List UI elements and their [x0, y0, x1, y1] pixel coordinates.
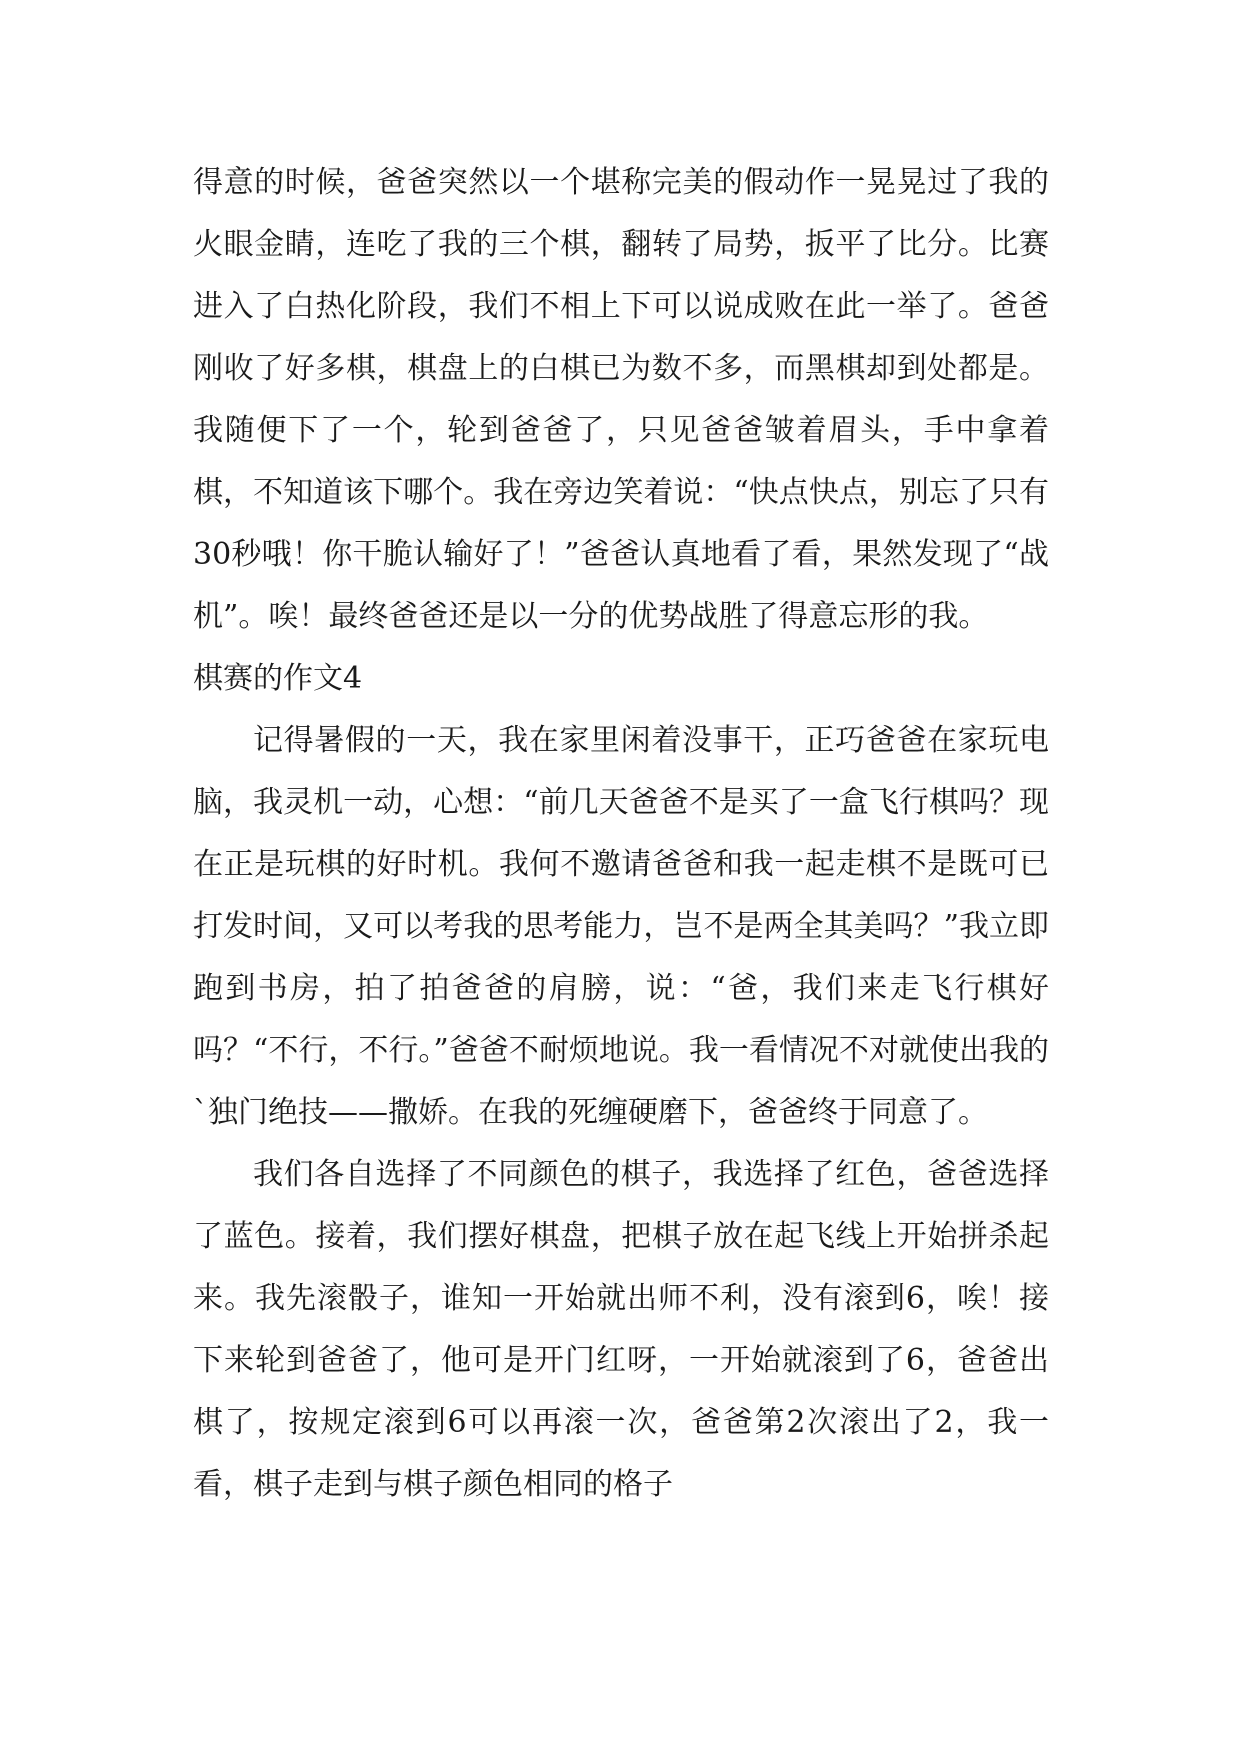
- document-page: [193, 152, 1049, 1516]
- paragraph: 我们各自选择了不同颜色的棋子，我选择了红色，爸爸选择了蓝色。接着，我们摆好棋盘，把棋子放在起飞线上开始拼杀起来。我先滚骰子，谁知一开始就出师不利，没有滚到6，唉！接下来轮到爸爸了，他可是开门红呀，一开始就滚到了6，爸爸出棋了，按规定滚到6可以再滚一次，爸爸第2次滚出了2，我一看，棋子走到与棋子颜色相同的格子: [193, 1157, 1049, 1502]
- section-title: 棋赛的作文4: [193, 661, 363, 696]
- paragraph: 记得暑假的一天，我在家里闲着没事干，正巧爸爸在家玩电脑，我灵机一动，心想：“前几天爸爸不是买了一盒飞行棋吗？现在正是玩棋的好时机。我何不邀请爸爸和我一起走棋不是既可已打发时间，又可以考我的思考能力，岂不是两全其美吗？”我立即跑到书房，拍了拍爸爸的肩膀，说：“爸，我们来走飞行棋好吗？“不行，不行。”爸爸不耐烦地说。我一看情况不对就使出我的`独门绝技——撒娇。在我的死缠硬磨下，爸爸终于同意了。: [193, 723, 1049, 1130]
- continued-paragraph: 得意的时候，爸爸突然以一个堪称完美的假动作一晃晃过了我的火眼金睛，连吃了我的三个棋，翻转了局势，扳平了比分。比赛进入了白热化阶段，我们不相上下可以说成败在此一举了。爸爸刚收了好多棋，棋盘上的白棋已为数不多，而黑棋却到处都是。我随便下了一个，轮到爸爸了，只见爸爸皱着眉头，手中拿着棋，不知道该下哪个。我在旁边笑着说：“快点快点，别忘了只有30秒哦！你干脆认输好了！”爸爸认真地看了看，果然发现了“战机”。唉！最终爸爸还是以一分的优势战胜了得意忘形的我。: [193, 165, 1049, 634]
